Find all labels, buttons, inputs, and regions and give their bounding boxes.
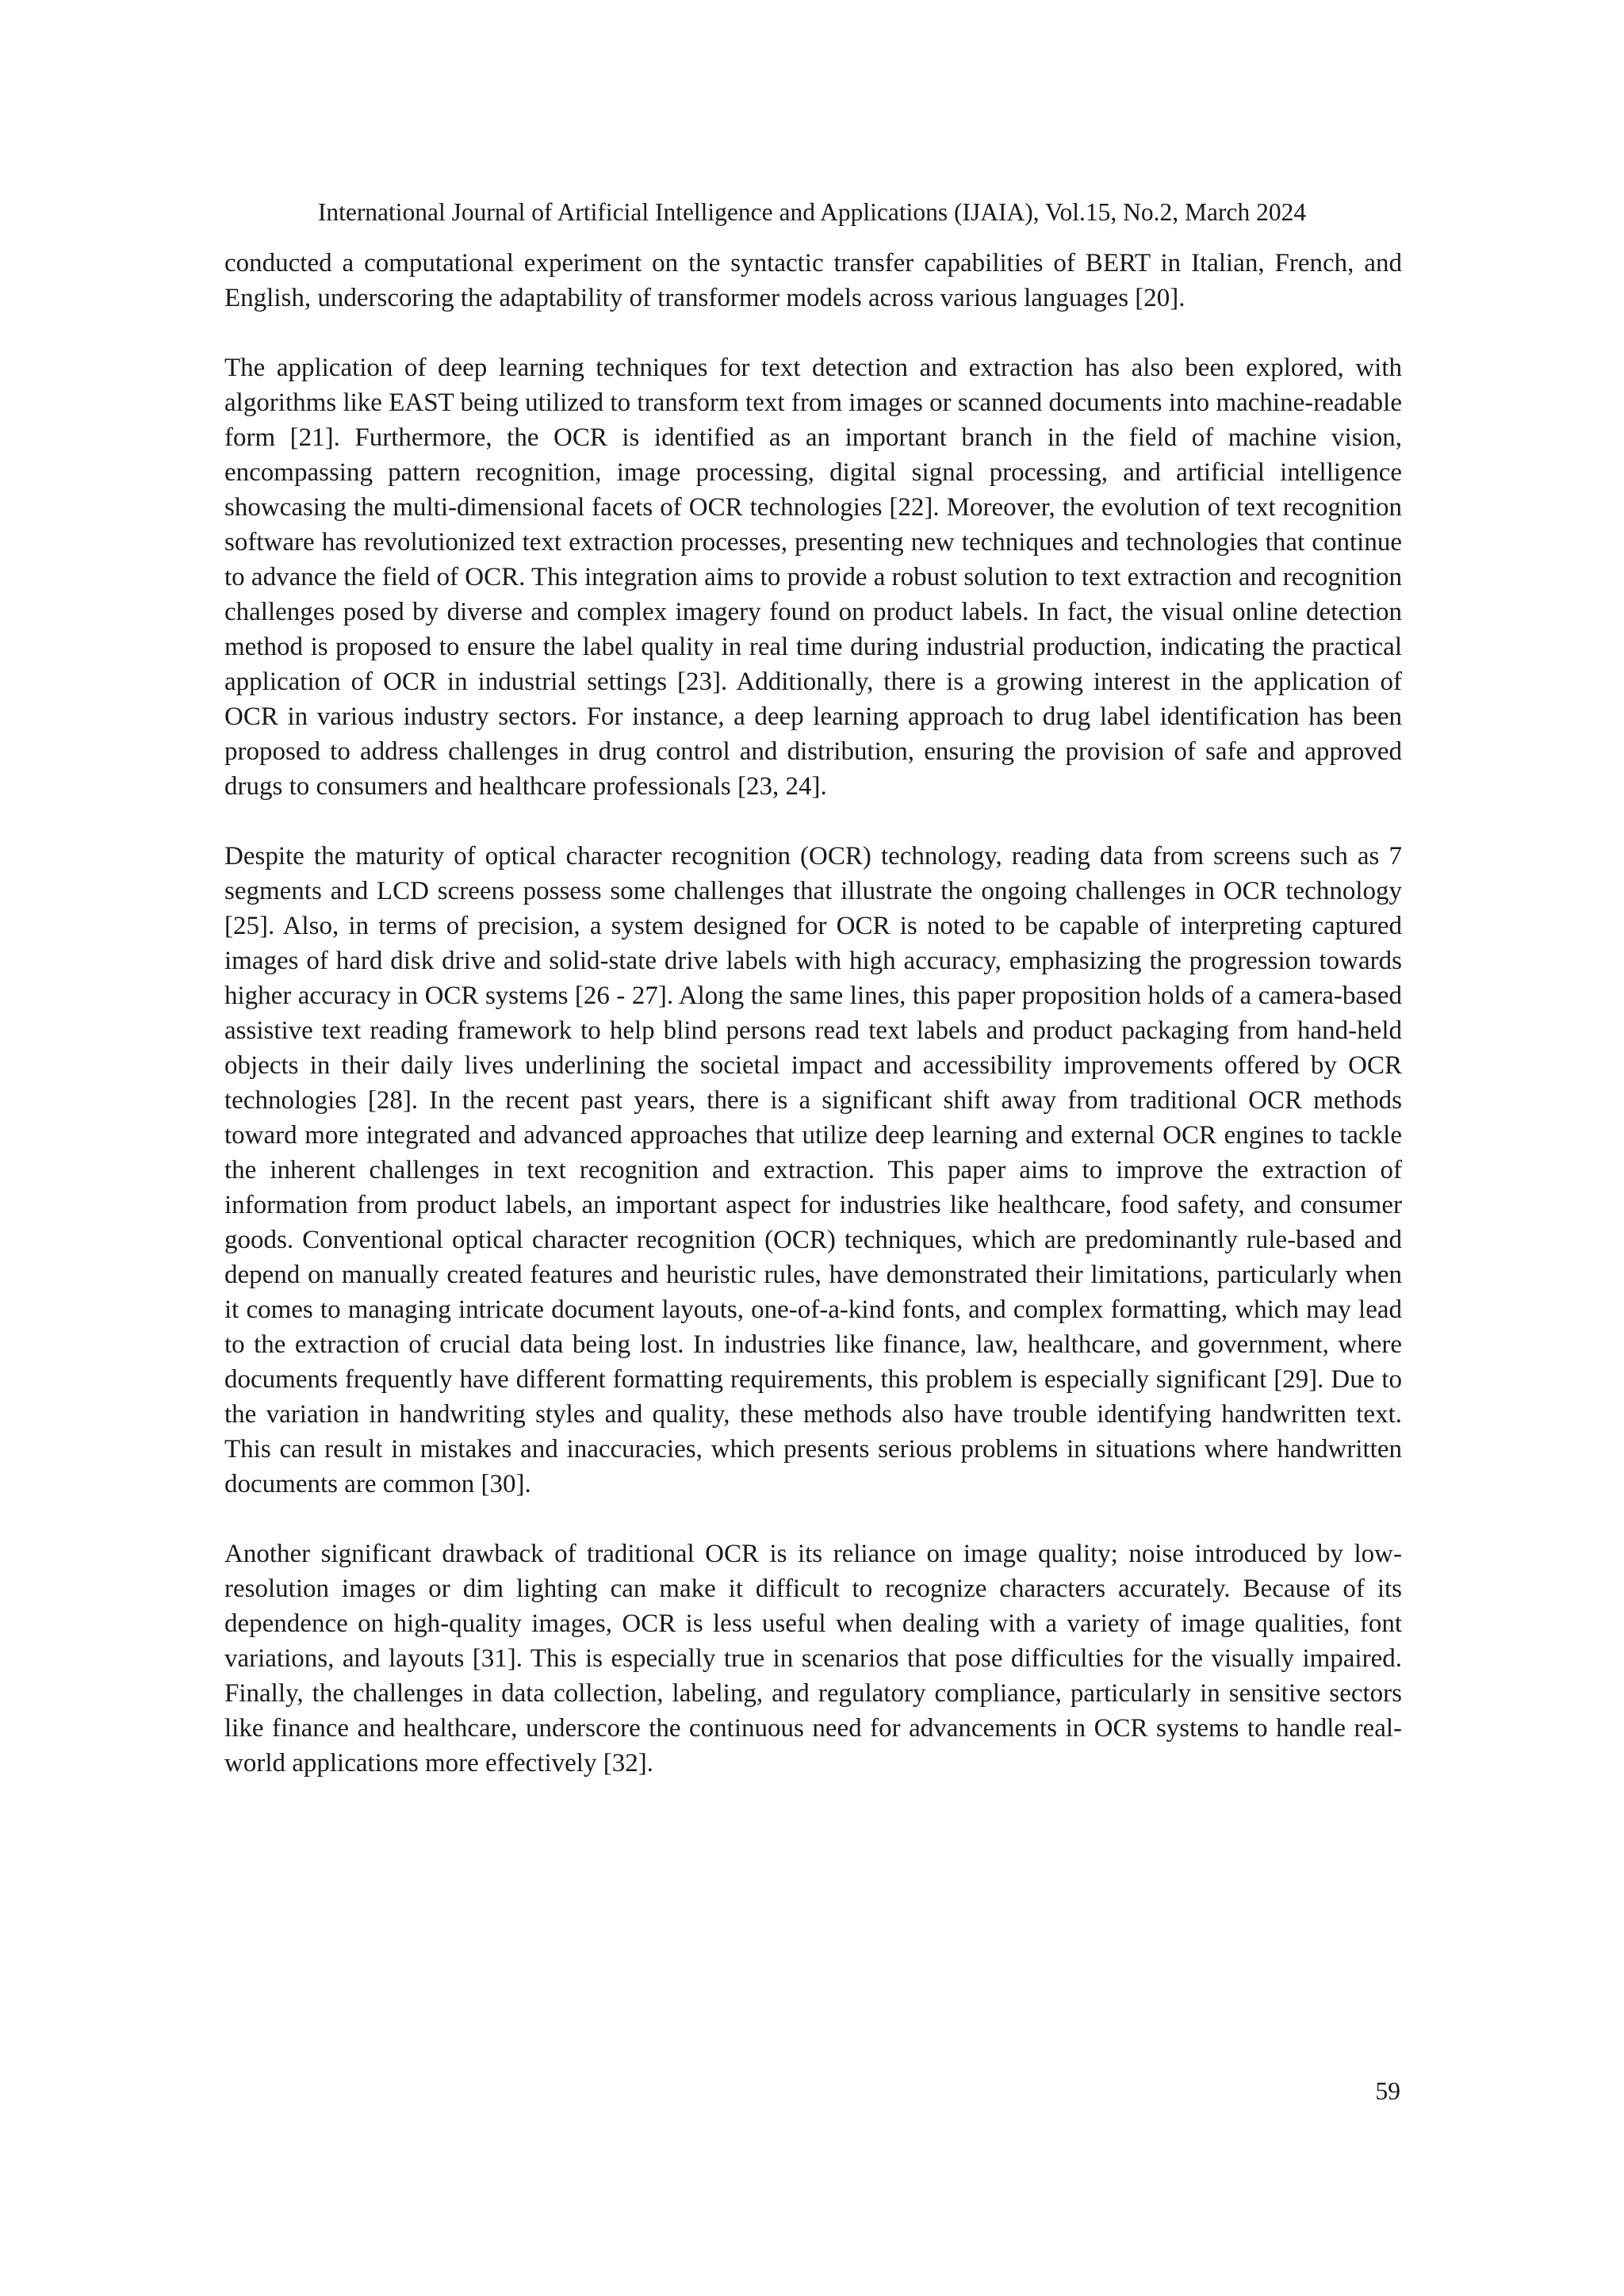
- paragraph-3: Despite the maturity of optical character recognition (OCR) technology, reading data from screens such as 7 segments and LCD screens possess some challenges that illustrate the ongoing challenges in OCR technology [25]. Also, in terms of precision, a system designed for OCR is noted to be capable of interpreting captured images of hard disk drive and solid-state drive labels with high accuracy, emphasizing the progression towards higher accuracy in OCR systems [26 - 27]. Along the same lines, this paper proposition holds of a camera-based assistive text reading framework to help blind persons read text labels and product packaging from hand-held objects in their daily lives underlining the societal impact and accessibility improvements offered by OCR technologies [28]. In the recent past years, there is a significant shift away from traditional OCR methods toward more integrated and advanced approaches that utilize deep learning and external OCR engines to tackle the inherent challenges in text recognition and extraction. This paper aims to improve the extraction of information from product labels, an important aspect for industries like healthcare, food safety, and consumer goods. Conventional optical character recognition (OCR) techniques, which are predominantly rule-based and depend on manually created features and heuristic rules, have demonstrated their limitations, particularly when it comes to managing intricate document layouts, one-of-a-kind fonts, and complex formatting, which may lead to the extraction of crucial data being lost. In industries like finance, law, healthcare, and government, where documents frequently have different formatting requirements, this problem is especially significant [29]. Due to the variation in handwriting styles and quality, these methods also have trouble identifying handwritten text. This can result in mistakes and inaccuracies, which presents serious problems in situations where handwritten documents are common [30].: [224, 842, 1402, 1498]
- page-number: 59: [1375, 2077, 1400, 2105]
- running-header: International Journal of Artificial Intelligence and Applications (IJAIA), Vol.15, No.2, March 2024: [317, 198, 1307, 226]
- paragraph-1: conducted a computational experiment on the syntactic transfer capabilities of BERT in Italian, French, and English, underscoring the adaptability of transformer models across various languages [20].: [224, 249, 1402, 312]
- paragraph-4: Another significant drawback of traditional OCR is its reliance on image quality; noise introduced by low-resolution images or dim lighting can make it difficult to recognize characters accurately. Because of its dependence on high-quality images, OCR is less useful when dealing with a variety of image qualities, font variations, and layouts [31]. This is especially true in scenarios that pose difficulties for the visually impaired. Finally, the challenges in data collection, labeling, and regulatory compliance, particularly in sensitive sectors like finance and healthcare, underscore the continuous need for advancements in OCR systems to handle real-world applications more effectively [32].: [224, 1540, 1402, 1777]
- paragraph-2: The application of deep learning techniques for text detection and extraction has also been explored, with algorithms like EAST being utilized to transform text from images or scanned documents into machine-readable form [21]. Furthermore, the OCR is identified as an important branch in the field of machine vision, encompassing pattern recognition, image processing, digital signal processing, and artificial intelligence showcasing the multi-dimensional facets of OCR technologies [22]. Moreover, the evolution of text recognition software has revolutionized text extraction processes, presenting new techniques and technologies that continue to advance the field of OCR. This integration aims to provide a robust solution to text extraction and recognition challenges posed by diverse and complex imagery found on product labels. In fact, the visual online detection method is proposed to ensure the label quality in real time during industrial production, indicating the practical application of OCR in industrial settings [23]. Additionally, there is a growing interest in the application of OCR in various industry sectors. For instance, a deep learning approach to drug label identification has been proposed to address challenges in drug control and distribution, ensuring the provision of safe and approved drugs to consumers and healthcare professionals [23, 24].: [224, 354, 1402, 801]
- body-text: [224, 246, 1402, 1816]
